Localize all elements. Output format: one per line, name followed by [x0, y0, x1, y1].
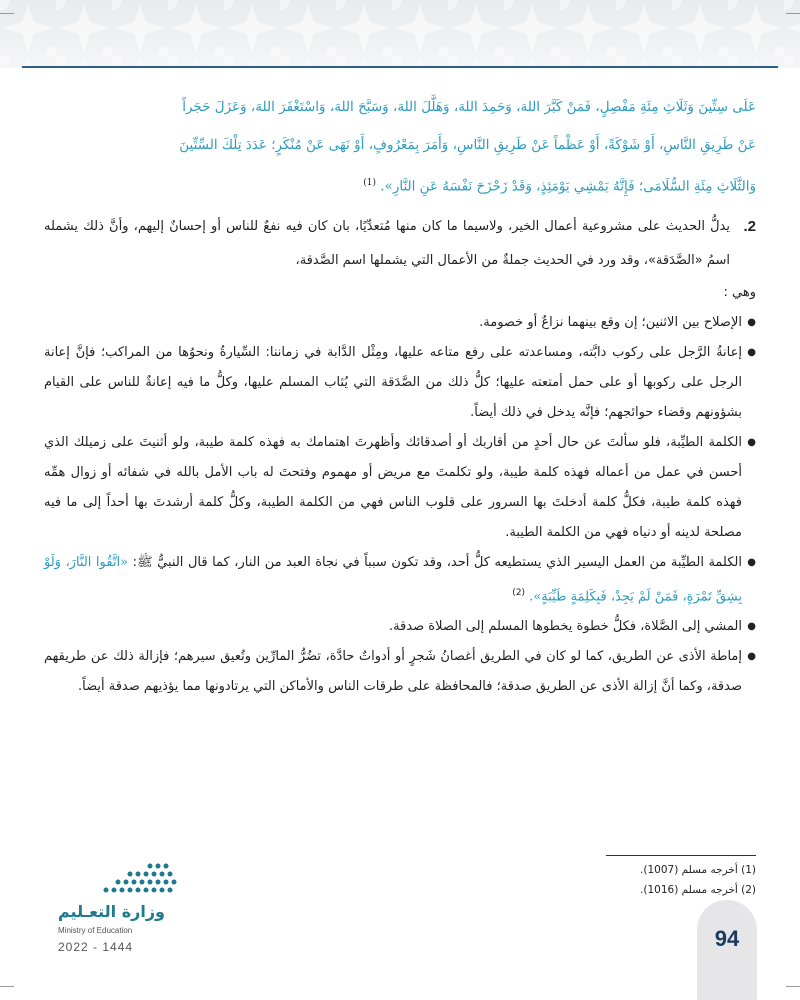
list-item: ● إعانةُ الرَّجل على ركوب دابَّته، ومساعدته على رفع متاعه عليها، ومِثْل الدَّابة في زماننا: السِّيارةُ ونحوُها من المراكب؛ فإنَّ إعانة الرجل على ركوبها أو على حمل أمتعته عليها؛ كلُّ ذلك من الصَّدَقة التي يُثاب المسلم عليها، وكلُّ ما فيه إعانةٌ للناس على القيام بشؤونهم وقضاء حوائجهم؛ فإنَّه يدخل في ذلك أيضاً.	[44, 338, 742, 428]
list-item: ● المشي إلى الصَّلاة، فكلُّ خطوة يخطوها المسلم إلى الصلاة صدقة.	[44, 612, 742, 642]
list-item: ● الكلمة الطيِّبة، فلو سألتَ عن حال أحدٍ من أقاربك أو أصدقائك وأظهرتَ اهتمامك به فهذه كلمة طيبة، ولو أثنيتَ على زميلك الذي أحسن في عمل من أعماله فهذه كلمة طيبة، ولو تكلمتَ مع مريض أو مهموم وفتحتَ له باب الأمل بالله في شفائه أو زوال همِّه فهذه كلمة طيبة، فكلُّ كلمة أدخلتَ بها السرور على قلوب الناس فهي من الكلمة الطيبة، وكلُّ كلمة أرشدتَ بها أحداً إلى ما فيه مصلحة لدينه أو دنياه فهي من الكلمة الطيبة.	[44, 428, 742, 548]
footnote: (1) أخرجه مسلم (1007).	[640, 864, 756, 876]
numbered-point	[44, 210, 756, 278]
footnote-rule	[606, 855, 756, 856]
page-number-tab	[697, 900, 757, 1000]
ministry-logo	[58, 860, 198, 960]
hadith-quote	[44, 88, 756, 206]
page-number: 94	[714, 926, 740, 951]
list-item: ● إماطة الأذى عن الطريق، كما لو كان في الطريق أغصانُ شَجرٍ أو أدواتٌ حادَّة، تضُرُّ المارِّين وتُعيق سيرهم؛ فإزالة ذلك عن طريقهم صدقة، وكما أنَّ إزالة الأذى عن الطريق صدقة؛ فالمحافظة على طرقات الناس والأماكن التي يرتادونها مما يؤذيهم صدقة أيضاً.	[44, 642, 742, 702]
hadith-inline-quote: «اتَّقُوا النَّارَ، وَلَوْ بِشِقِّ تَمْرَةٍ، فَمَنْ لَمْ يَجِدْ، فَبِكَلِمَةٍ طَيِّبَةٍ».	[44, 554, 742, 604]
quote-line: عَلَى سِتِّينَ وَثَلَاثِ مِئَةِ مَفْصِلٍ، فَمَنْ كَبَّرَ اللهَ، وَحَمِدَ اللهَ، وَهَلَّلَ اللهَ، وَسَبَّحَ اللهَ، وَاسْتَغْفَرَ اللهَ، وَعَزَلَ حَجَراً	[182, 99, 756, 115]
footnote: (2) أخرجه مسلم (1016).	[640, 884, 756, 896]
crop-mark	[786, 13, 800, 14]
list-item: ● الإصلاح بين الاثنين؛ إن وقع بينهما نزاعٌ أو خصومة.	[44, 308, 742, 338]
point-text: يدلُّ الحديث على مشروعية أعمال الخير، ولاسيما ما كان منها مُتعدِّيًا، بان كان فيه نفعٌ للناس أو إحسانٌ إليهم، وأنَّ ذلك يشمله اسمُ «الصَّدَقة»، وقد ورد في الحديث جملةٌ من الأعمال التي يشملها اسم الصَّدقة،	[44, 218, 730, 268]
logo-dots-icon	[100, 860, 180, 900]
quote-line: عَنْ طَرِيقِ النَّاسِ، أَوْ شَوْكَةً، أَوْ عَظْماً عَنْ طَرِيقِ النَّاسِ، وَأَمَرَ بِمَعْرُوفٍ، أَوْ نَهَى عَنْ مُنْكَرٍ؛ عَدَدَ تِلْكَ السِّتِّينَ	[179, 137, 756, 153]
list-intro: وهي :	[723, 284, 756, 300]
list-item-text: الكلمة الطيِّبة من العمل اليسير الذي يستطيعه كلُّ أحد، وقد تكون سبباً في نجاة العبد من النار، كما قال النبيُّ ﷺ:	[132, 554, 742, 570]
edition-year: 2022 - 1444	[58, 940, 134, 954]
header-pattern-band	[0, 0, 800, 68]
charity-list	[44, 308, 756, 702]
crop-mark	[786, 986, 800, 987]
crop-mark	[0, 986, 14, 987]
footnote-ref: (2)	[512, 587, 526, 598]
quote-line: وَالثَّلَاثِ مِئَةِ السُّلَامَى؛ فَإِنَّهُ يَمْشِي يَوْمَئِذٍ، وَقَدْ زَحْزَحَ نَفْسَهُ عَنِ النَّارِ». $^{(1)}$	[363, 178, 756, 195]
footnote-ref: (1)	[363, 178, 376, 188]
header-rule	[22, 66, 778, 68]
ministry-name-ar: وزارة التعـليم	[58, 902, 165, 921]
crop-mark	[0, 13, 14, 14]
point-number: 2.	[743, 217, 756, 235]
ministry-name-en: Ministry of Education	[58, 926, 133, 935]
main-content	[44, 88, 756, 702]
footnotes	[640, 860, 756, 900]
header-ornament	[0, 0, 800, 68]
list-item	[44, 548, 742, 612]
